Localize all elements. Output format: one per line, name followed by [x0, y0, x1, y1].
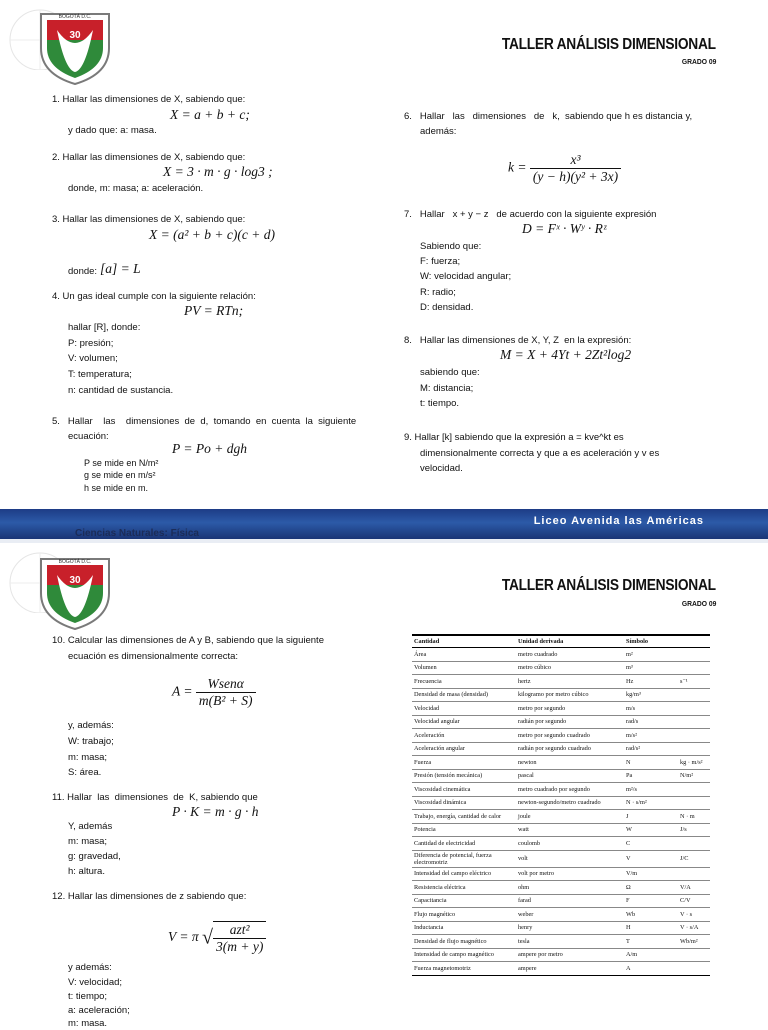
- table-cell: metro por segundo: [516, 702, 624, 716]
- table-cell: Wb: [624, 908, 678, 922]
- question-1: 1. Hallar las dimensiones de X, sabiendo que:: [52, 94, 246, 105]
- table-cell: tesla: [516, 935, 624, 949]
- question-7-equation: D = Fˣ · Wʸ · Rᶻ: [522, 221, 607, 236]
- question-12-line: a: aceleración;: [68, 1005, 130, 1016]
- question-4-line: P: presión;: [68, 338, 114, 349]
- table-cell: ampere por metro: [516, 948, 624, 962]
- table-cell: weber: [516, 908, 624, 922]
- question-6-equation: k = $\frac{\text{x³}}{\text{(y − h)(y² + 3x)}}$: [508, 152, 621, 185]
- table-cell: J: [624, 810, 678, 824]
- question-12: 12. Hallar las dimensiones de z sabiendo que:: [52, 891, 247, 902]
- question-8-line: t: tiempo.: [420, 398, 460, 409]
- question-3-equation: X = (a² + b + c)(c + d): [149, 227, 275, 242]
- question-11-line: g: gravedad,: [68, 851, 121, 862]
- question-10: 10. Calcular las dimensiones de A y B, sabiendo que la siguiente: [52, 635, 324, 646]
- table-cell: m³: [624, 661, 678, 675]
- table-cell: volt: [516, 850, 624, 867]
- school-shield-logo: [35, 8, 115, 86]
- page-title: TALLER ANÁLISIS DIMENSIONAL: [502, 36, 716, 53]
- table-cell: Velocidad angular: [412, 715, 516, 729]
- table-cell: Volumen: [412, 661, 516, 675]
- svg-text:30: 30: [69, 30, 81, 41]
- question-6-cont: además:: [420, 126, 457, 137]
- question-3-label: donde:: [68, 266, 98, 277]
- table-cell: Capacitancia: [412, 894, 516, 908]
- table-row: [412, 729, 710, 743]
- question-2-equation: X = 3 · m · g · log3 ;: [163, 164, 273, 179]
- table-row: [412, 935, 710, 949]
- table-cell: [678, 742, 710, 756]
- table-cell: C: [624, 837, 678, 851]
- column-header: [678, 635, 710, 648]
- question-11-line: m: masa;: [68, 836, 108, 847]
- question-5-line: h se mide en m.: [84, 483, 149, 493]
- question-12-line: m: masa.: [68, 1018, 108, 1029]
- table-cell: Presión (tensión mecánica): [412, 769, 516, 783]
- table-cell: [678, 729, 710, 743]
- question-4-line: n: cantidad de sustancia.: [68, 385, 174, 396]
- question-2-note: donde, m: masa; a: aceleración.: [68, 183, 204, 194]
- table-cell: Viscosidad cinemática: [412, 783, 516, 797]
- table-cell: [678, 948, 710, 962]
- table-cell: Wb/m²: [678, 935, 710, 949]
- subject-label: Ciencias Naturales: Física: [75, 528, 199, 539]
- table-cell: ohm: [516, 881, 624, 895]
- question-4: 4. Un gas ideal cumple con la siguiente relación:: [52, 291, 256, 302]
- table-cell: radián por segundo cuadrado: [516, 742, 624, 756]
- table-cell: m/s: [624, 702, 678, 716]
- table-cell: Trabajo, energía, cantidad de calor: [412, 810, 516, 824]
- table-cell: m/s²: [624, 729, 678, 743]
- table-cell: Intensidad de campo magnético: [412, 948, 516, 962]
- table-header-row: [412, 635, 710, 648]
- table-cell: hertz: [516, 675, 624, 689]
- table-cell: henry: [516, 921, 624, 935]
- table-cell: volt por metro: [516, 867, 624, 881]
- table-cell: [678, 715, 710, 729]
- table-cell: pascal: [516, 769, 624, 783]
- table-cell: ampere: [516, 962, 624, 976]
- question-7-line: Sabiendo que:: [420, 241, 482, 252]
- table-cell: coulomb: [516, 837, 624, 851]
- table-cell: Ω: [624, 881, 678, 895]
- question-1-note: y dado que: a: masa.: [68, 125, 157, 136]
- table-cell: kg/m³: [624, 688, 678, 702]
- table-cell: newton: [516, 756, 624, 770]
- table-cell: Resistencia eléctrica: [412, 881, 516, 895]
- table-cell: J/s: [678, 823, 710, 837]
- question-11: 11. Hallar las dimensiones de K, sabiendo que: [52, 792, 258, 803]
- table-row: [412, 648, 710, 662]
- question-9: 9. Hallar [k] sabiendo que la expresión a = kve^kt es: [404, 432, 624, 443]
- table-cell: Densidad de flujo magnético: [412, 935, 516, 949]
- table-cell: Fuerza: [412, 756, 516, 770]
- table-cell: Frecuencia: [412, 675, 516, 689]
- question-8-line: M: distancia;: [420, 383, 474, 394]
- question-12-line: y además:: [68, 962, 112, 973]
- table-row: [412, 881, 710, 895]
- question-10-line: y, además:: [68, 720, 114, 731]
- table-cell: T: [624, 935, 678, 949]
- page-1: [0, 0, 768, 509]
- derived-units-table: [412, 634, 710, 976]
- table-cell: Velocidad: [412, 702, 516, 716]
- table-row: [412, 769, 710, 783]
- school-name: Liceo Avenida las Américas: [533, 515, 704, 527]
- column-header: Cantidad: [412, 635, 516, 648]
- table-row: [412, 661, 710, 675]
- grade-label: GRADO 09: [681, 57, 716, 66]
- question-5-equation: P = Po + dgh: [172, 441, 247, 456]
- table-cell: Pa: [624, 769, 678, 783]
- table-cell: F: [624, 894, 678, 908]
- question-12-line: t: tiempo;: [68, 991, 108, 1002]
- table-row: [412, 675, 710, 689]
- table-cell: radián por segundo: [516, 715, 624, 729]
- table-cell: farad: [516, 894, 624, 908]
- table-cell: A: [624, 962, 678, 976]
- question-10-line: W: trabajo;: [68, 736, 114, 747]
- table-row: [412, 850, 710, 867]
- table-cell: s⁻¹: [678, 675, 710, 689]
- question-7-line: F: fuerza;: [420, 256, 461, 267]
- question-5-line: P se mide en N/m²: [84, 458, 159, 468]
- table-row: [412, 948, 710, 962]
- question-7-line: D: densidad.: [420, 302, 474, 313]
- column-header: Símbolo: [624, 635, 678, 648]
- table-cell: Inductancia: [412, 921, 516, 935]
- table-cell: [678, 702, 710, 716]
- table-cell: metro por segundo cuadrado: [516, 729, 624, 743]
- table-cell: V · s/A: [678, 921, 710, 935]
- question-7: 7. Hallar x + y − z de acuerdo con la siguiente expresión: [404, 209, 657, 220]
- page-2: [0, 543, 768, 1029]
- table-cell: kg · m/s²: [678, 756, 710, 770]
- question-10-line: m: masa;: [68, 752, 108, 763]
- question-12-equation: V = π √ $\frac{\text{azt²}}{3(m + y)}$: [168, 921, 266, 955]
- table-cell: m²/s: [624, 783, 678, 797]
- table-cell: Aceleración angular: [412, 742, 516, 756]
- question-4-equation: PV = RTn;: [184, 303, 244, 318]
- table-cell: Diferencia de potencial, fuerza electromotriz: [412, 850, 516, 867]
- table-cell: V: [624, 850, 678, 867]
- question-3-condition: [a] = L: [100, 261, 141, 276]
- table-cell: W: [624, 823, 678, 837]
- svg-text:30: 30: [69, 575, 81, 586]
- table-cell: [678, 648, 710, 662]
- table-row: [412, 783, 710, 797]
- table-cell: [678, 661, 710, 675]
- table-cell: newton-segundo/metro cuadrado: [516, 796, 624, 810]
- question-10-line: S: área.: [68, 767, 102, 778]
- school-shield-logo: [35, 553, 115, 631]
- question-9-cont2: velocidad.: [420, 463, 463, 474]
- table-cell: metro cuadrado: [516, 648, 624, 662]
- question-4-line: hallar [R], donde:: [68, 322, 141, 333]
- table-row: [412, 756, 710, 770]
- table-cell: rad/s²: [624, 742, 678, 756]
- question-11-line: Y, además: [68, 821, 113, 832]
- table-row: [412, 823, 710, 837]
- sqrt-icon: √: [202, 926, 213, 949]
- question-4-line: T: temperatura;: [68, 369, 132, 380]
- table-row: [412, 702, 710, 716]
- question-10-cont: ecuación es dimensionalmente correcta:: [68, 651, 239, 662]
- table-cell: V · s: [678, 908, 710, 922]
- table-row: [412, 715, 710, 729]
- table-cell: [678, 688, 710, 702]
- table-cell: metro cuadrado por segundo: [516, 783, 624, 797]
- table-row: [412, 837, 710, 851]
- question-4-line: V: volumen;: [68, 353, 118, 364]
- question-11-line: h: altura.: [68, 866, 105, 877]
- question-10-equation: A = $\frac{\text{Wsenα}}{\text{m(B² + S)}}$: [172, 676, 256, 709]
- table-cell: C/V: [678, 894, 710, 908]
- table-cell: N: [624, 756, 678, 770]
- question-5-line: g se mide en m/s²: [84, 470, 156, 480]
- table-cell: watt: [516, 823, 624, 837]
- table-cell: [678, 783, 710, 797]
- table-cell: [678, 837, 710, 851]
- table-row: [412, 908, 710, 922]
- table-row: [412, 796, 710, 810]
- question-1-equation: X = a + b + c;: [170, 107, 250, 122]
- table-row: [412, 867, 710, 881]
- question-8: 8. Hallar las dimensiones de X, Y, Z en la expresión:: [404, 335, 632, 346]
- table-cell: [678, 796, 710, 810]
- question-2: 2. Hallar las dimensiones de X, sabiendo que:: [52, 152, 246, 163]
- table-cell: m²: [624, 648, 678, 662]
- grade-label: GRADO 09: [681, 599, 716, 608]
- table-cell: Densidad de masa (densidad): [412, 688, 516, 702]
- table-row: [412, 962, 710, 976]
- table-cell: rad/s: [624, 715, 678, 729]
- table-cell: Fuerza magnetomotriz: [412, 962, 516, 976]
- question-9-cont: dimensionalmente correcta y que a es aceleración y v es: [420, 448, 660, 459]
- table-cell: metro cúbico: [516, 661, 624, 675]
- question-7-line: R: radio;: [420, 287, 456, 298]
- question-8-equation: M = X + 4Yt + 2Zt²log2: [500, 347, 632, 362]
- question-12-line: V: velocidad;: [68, 977, 123, 988]
- table-cell: Aceleración: [412, 729, 516, 743]
- table-row: [412, 688, 710, 702]
- table-row: [412, 742, 710, 756]
- table-row: [412, 810, 710, 824]
- table-cell: Área: [412, 648, 516, 662]
- svg-text:BOGOTÁ D.C.: BOGOTÁ D.C.: [58, 559, 92, 565]
- question-6: 6. Hallar las dimensiones de k, sabiendo que h es distancia y,: [404, 111, 693, 122]
- svg-text:BOGOTÁ D.C.: BOGOTÁ D.C.: [58, 14, 92, 20]
- question-11-equation: P · K = m · g · h: [172, 804, 259, 819]
- table-cell: kilogramo por metro cúbico: [516, 688, 624, 702]
- question-5-cont: ecuación:: [68, 431, 109, 442]
- table-cell: Hz: [624, 675, 678, 689]
- table-cell: Flujo magnético: [412, 908, 516, 922]
- table-cell: joule: [516, 810, 624, 824]
- table-cell: Potencia: [412, 823, 516, 837]
- question-8-line: sabiendo que:: [420, 367, 480, 378]
- table-row: [412, 921, 710, 935]
- table-cell: [678, 867, 710, 881]
- table-cell: H: [624, 921, 678, 935]
- table-cell: Cantidad de electricidad: [412, 837, 516, 851]
- table-cell: Intensidad del campo eléctrico: [412, 867, 516, 881]
- table-cell: [678, 962, 710, 976]
- question-5: 5. Hallar las dimensiones de d, tomando en cuenta la siguiente: [52, 416, 357, 427]
- table-cell: N · m: [678, 810, 710, 824]
- table-row: [412, 894, 710, 908]
- table-cell: J/C: [678, 850, 710, 867]
- table-cell: A/m: [624, 948, 678, 962]
- table-cell: N · s/m²: [624, 796, 678, 810]
- question-7-line: W: velocidad angular;: [420, 271, 512, 282]
- question-3: 3. Hallar las dimensiones de X, sabiendo que:: [52, 214, 246, 225]
- page-title: TALLER ANÁLISIS DIMENSIONAL: [502, 577, 716, 594]
- table-cell: V/m: [624, 867, 678, 881]
- table-cell: N/m²: [678, 769, 710, 783]
- table-cell: V/A: [678, 881, 710, 895]
- table-cell: Viscosidad dinámica: [412, 796, 516, 810]
- column-header: Unidad derivada: [516, 635, 624, 648]
